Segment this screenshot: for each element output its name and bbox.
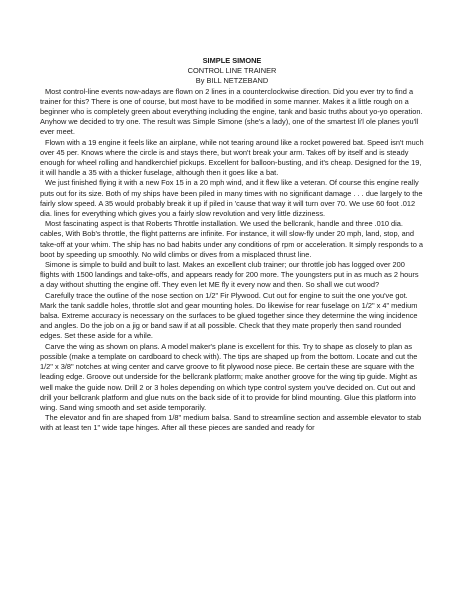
- article-header: [40, 56, 424, 87]
- article-title: SIMPLE SIMONE: [202, 56, 262, 65]
- paragraph: The elevator and fin are shaped from 1/8" medium balsa. Sand to streamline section and assemble elevator to stab with at least ten 1" wide tape hinges. After all these pieces are sanded and ready for: [40, 413, 422, 433]
- article-subtitle: CONTROL LINE TRAINER: [187, 66, 277, 76]
- article-body: [40, 87, 424, 434]
- paragraph: We just finished flying it with a new Fox 15 in a 20 mph wind, and it flew like a veteran. Of course this engine really puts out for its size. Both of my ships have been piled in many times with no significant damage . . . due largely to the fairly slow speed. A 35 would probably break it up if piled in 'cause that way it will turn over 70. We use 60 foot .012 dia. lines for everything which gives you a fairly slow revolution and very little dizziness.: [40, 178, 423, 219]
- paragraph: Carve the wing as shown on plans. A model maker's plane is excellent for this. Try to shape as closely to plan as possible (make a template on cardboard to check with). The tips are shaped up from the bottom. Locate and cut the 1/2" x 3/8" notches at wing center and carve groove to fit plywood nose piece. Be certain these are square with the leading edge. Groove out underside for the bellcrank platform; make another groove for the wing tip guide. Might as well make the guide now. Drill 2 or 3 holes depending on which type control system you've decided on. Cut out and drill your bellcrank platform and glue nuts on the back side of it to provide for blind mounting. Glue this platform into wing. Sand wing smooth and set aside temporarily.: [40, 341, 418, 412]
- article-byline: By BILL NETZEBAND: [195, 76, 269, 86]
- paragraph: Most fascinating aspect is that Roberts Throttle installation. We used the bellcrank, handle and three .010 dia. cables, With Bob's throttle, the flight patterns are infinite. For instance, it will slow-fly under 20 mph, land, stop, and take-off at your whim. The ship has no bad habits under any conditions of rpm or acceleration. It simply responds to a boot by speeding up smoothly. No wild climbs or dives from a misplaced thrust line.: [40, 219, 424, 259]
- paragraph: Carefully trace the outline of the nose section on 1/2" Fir Plywood. Cut out for engine to suit the one you've got. Mark the tank saddle holes, throttle slot and gear mounting holes. Do likewise for rear fuselage on 1/2" x 4" medium balsa. Extreme accuracy is necessary on the surfaces to be glued together since they determine the wing incidence and angles. Do the job on a jig or band saw if at all possible. Check that they mate properly then sand rounded edges. Set these aside for a while.: [40, 290, 418, 341]
- paragraph: Most control-line events now-adays are flown on 2 lines in a counterclockwise direction. Did you ever try to find a trainer for this? There is one of course, but most have to be modified in some manner. Makes it a little rough on a beginner who is completely green about everything including the engine, tank and basic truths about yo-yo operation. Anyhow we decided to try one. The result was Simple Simone (she's a lady), one of the smartest li'l ole planes you'll ever meet.: [40, 86, 423, 137]
- paragraph: Flown with a 19 engine it feels like an airplane, while not tearing around like a rocket powered bat. Speed isn't much over 45 per. Knows where the circle is and stays there, but won't break your arm. Takes off by itself and is steady enough for wheel rolling and handkerchief pickups. Excellent for balloon-busting, and it's cheap. Designed for the 19, it will handle a 35 with a thicker fuselage, although then it goes like a bat.: [40, 137, 424, 178]
- paragraph: Simone is simple to build and built to last. Makes an excellent club trainer; our throttle job has logged over 200 flights with 1500 landings and take-offs, and appears ready for 200 more. The youngsters put in as much as 2 hours a day without shutting the engine off. They even let ME fly it every now and then. So shall we cut wood?: [40, 260, 419, 290]
